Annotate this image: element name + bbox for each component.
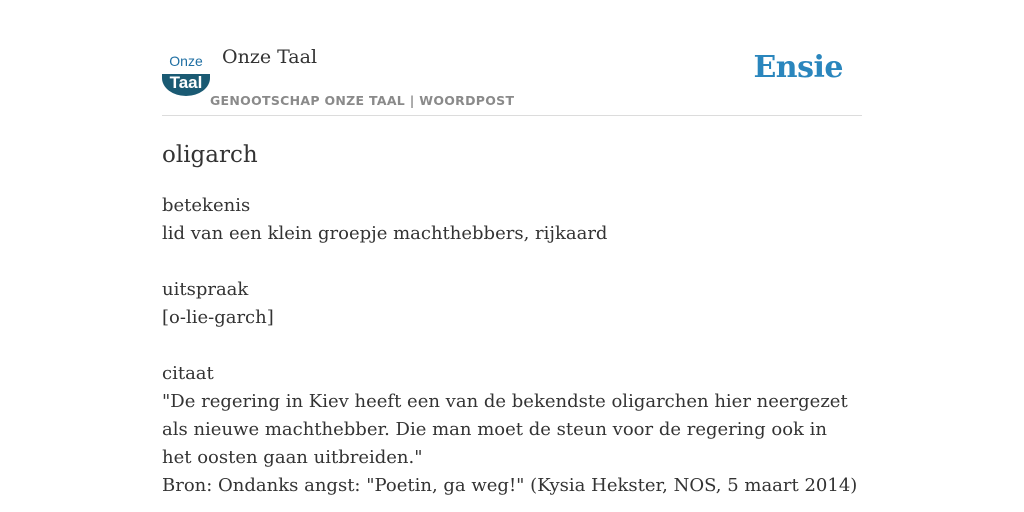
logo-text-taal: Taal [169, 73, 203, 92]
header [162, 40, 862, 116]
quote-source: Bron: Ondanks angst: "Poetin, ga weg!" (Kysia Hekster, NOS, 5 maart 2014) [162, 475, 858, 496]
site-subtitle: GENOOTSCHAP ONZE TAAL | WOORDPOST [210, 93, 515, 108]
site-name[interactable]: Onze Taal [222, 46, 318, 68]
entry-content [162, 192, 862, 500]
section-citaat [162, 360, 862, 500]
section-label: uitspraak [162, 279, 249, 300]
quote-text: "De regering in Kiev heeft een van de bekendste oligarchen hier neergezet als nieuwe machthebber. Die man moet de steun voor de regering ook in het oosten gaan uitbreiden." [162, 391, 848, 468]
section-label: betekenis [162, 195, 251, 216]
ensie-brand-link[interactable]: Ensie [753, 50, 843, 85]
section-value: lid van een klein groepje machthebbers, rijkaard [162, 223, 608, 244]
section-betekenis [162, 192, 862, 248]
section-uitspraak [162, 276, 862, 332]
section-label: citaat [162, 363, 214, 384]
onze-taal-logo[interactable] [162, 53, 210, 96]
logo-text-onze: Onze [169, 53, 203, 69]
entry-card [162, 40, 862, 500]
section-value: [o-lie-garch] [162, 307, 274, 328]
entry-word: oligarch [162, 142, 258, 168]
